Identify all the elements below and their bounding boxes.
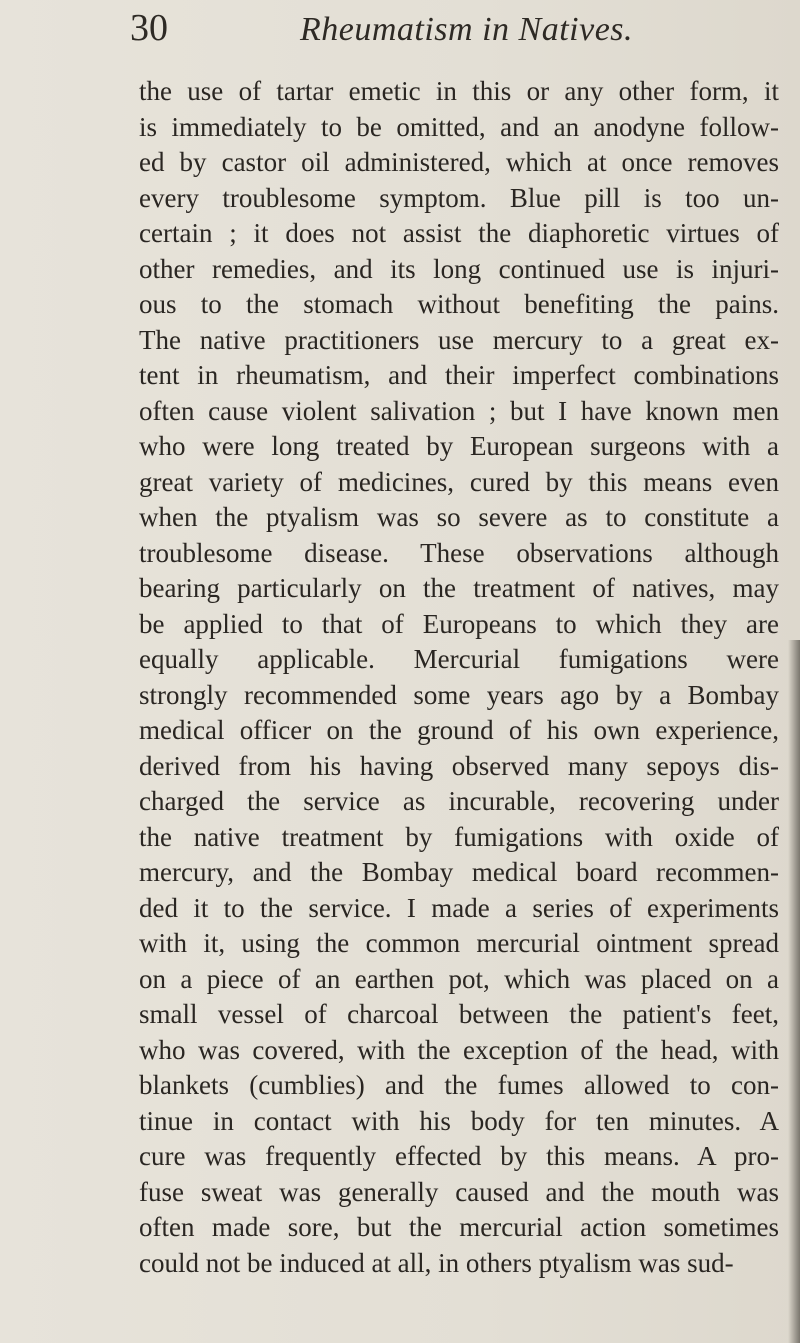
text-line: The native practitioners use mercury to a great ex-	[139, 324, 779, 355]
body-text	[139, 74, 779, 1281]
text-line: medical officer on the ground of his own experience,	[139, 715, 779, 745]
text-line: mercury, and the Bombay medical board recommen-	[139, 857, 779, 887]
text-line: is immediately to be omitted, and an anodyne follow-	[139, 111, 779, 142]
text-line: with it, using the common mercurial ointment spread	[139, 928, 779, 958]
text-line: the native treatment by fumigations with oxide of	[139, 821, 779, 852]
text-line: often cause violent salivation ; but I have known men	[139, 395, 779, 426]
page-edge-shadow	[788, 640, 800, 1343]
text-line: tent in rheumatism, and their imperfect combinations	[139, 360, 779, 390]
text-line: often made sore, but the mercurial action sometimes	[139, 1212, 779, 1242]
text-line: who was covered, with the exception of the head, with	[139, 1034, 779, 1065]
text-line: certain ; it does not assist the diaphoretic virtues of	[139, 218, 779, 248]
text-line: could not be induced at all, in others ptyalism was sud-	[139, 1247, 734, 1278]
text-line: blankets (cumblies) and the fumes allowed to con-	[139, 1070, 779, 1100]
text-line: strongly recommended some years ago by a Bombay	[139, 679, 779, 710]
text-line: small vessel of charcoal between the patient's feet,	[139, 999, 779, 1029]
text-line: the use of tartar emetic in this or any other form, it	[139, 76, 779, 106]
text-line: who were long treated by European surgeons with a	[139, 431, 779, 461]
text-line: equally applicable. Mercurial fumigations were	[139, 644, 779, 674]
text-line: ed by castor oil administered, which at once removes	[139, 147, 779, 177]
page-number: 30	[130, 7, 168, 49]
text-line: when the ptyalism was so severe as to constitute a	[139, 502, 779, 532]
text-line: fuse sweat was generally caused and the mouth was	[139, 1176, 779, 1207]
text-line: tinue in contact with his body for ten minutes. A	[139, 1105, 779, 1136]
text-line: other remedies, and its long continued use is injuri-	[139, 253, 779, 284]
text-line: derived from his having observed many sepoys dis-	[139, 750, 779, 781]
text-line: be applied to that of Europeans to which they are	[139, 608, 779, 639]
text-line: on a piece of an earthen pot, which was placed on a	[139, 963, 779, 994]
text-line: great variety of medicines, cured by this means even	[139, 466, 779, 497]
running-head: Rheumatism in Natives.	[300, 11, 634, 48]
text-line: charged the service as incurable, recovering under	[139, 786, 779, 816]
text-line: ous to the stomach without benefiting the pains.	[139, 289, 779, 319]
text-line: ded it to the service. I made a series of experiments	[139, 892, 779, 923]
text-line: bearing particularly on the treatment of natives, may	[139, 573, 779, 603]
text-line: troublesome disease. These observations although	[139, 537, 779, 568]
text-line: cure was frequently effected by this means. A pro-	[139, 1141, 779, 1171]
text-line: every troublesome symptom. Blue pill is too un-	[139, 182, 779, 213]
